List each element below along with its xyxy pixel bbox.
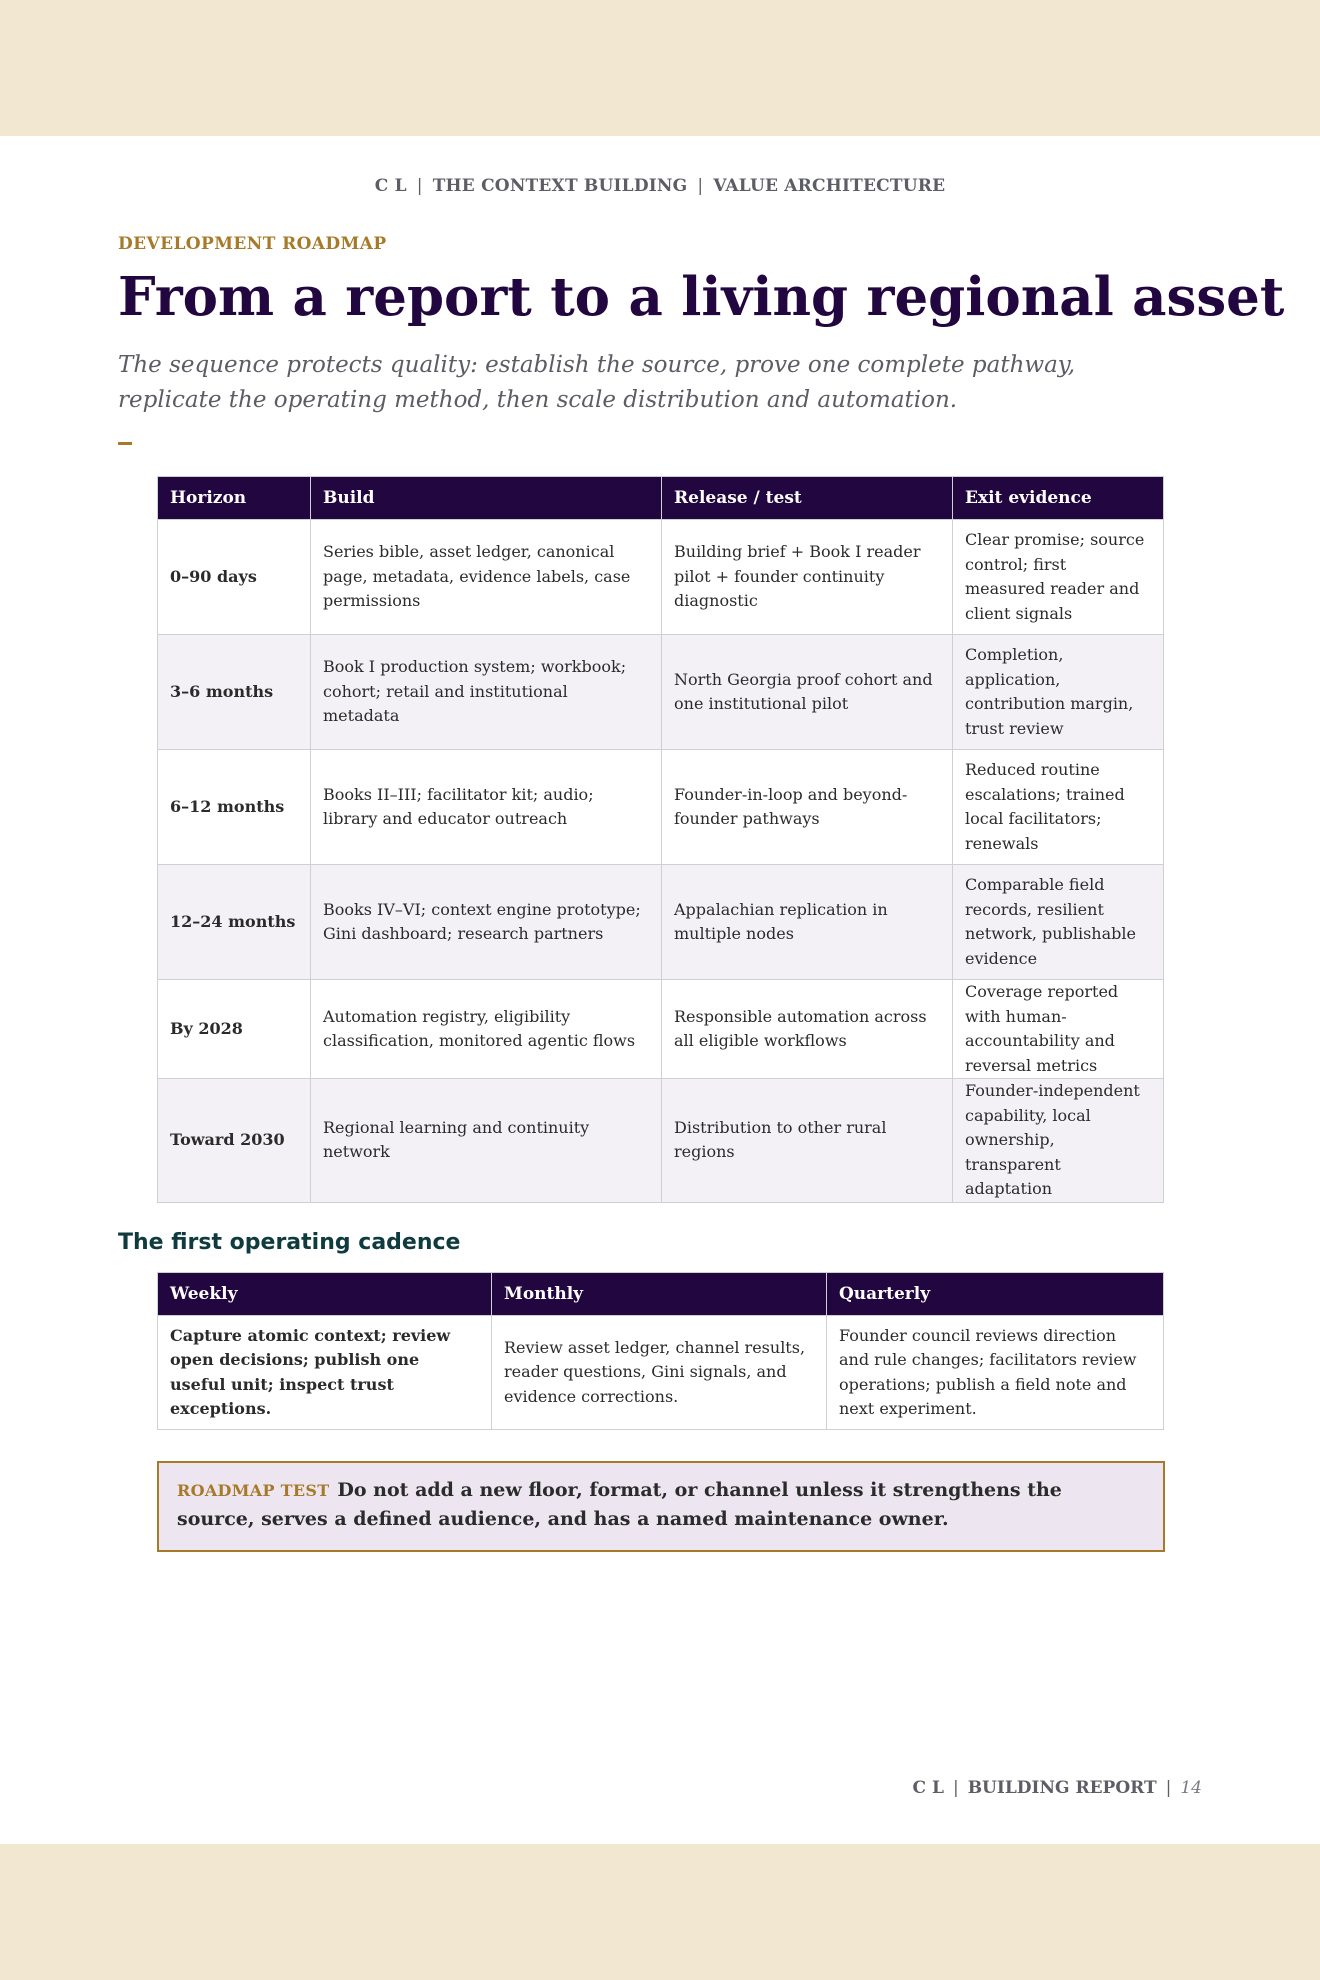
exit-cell: Completion, application, contribution margin, trust review bbox=[953, 635, 1164, 750]
section-kicker: DEVELOPMENT ROADMAP bbox=[118, 234, 387, 254]
weekly-cell: Capture atomic context; review open decisions; publish one useful unit; inspect trust exceptions. bbox=[158, 1316, 492, 1430]
exit-cell: Comparable field records, resilient network, publishable evidence bbox=[953, 865, 1164, 980]
accent-rule bbox=[118, 442, 132, 445]
exit-cell: Clear promise; source control; first measured reader and client signals bbox=[953, 520, 1164, 635]
header-separator: | bbox=[416, 176, 423, 196]
release-cell: Appalachian replication in multiple nodes bbox=[662, 865, 953, 980]
report-page bbox=[0, 136, 1320, 1844]
footer-separator: | bbox=[1165, 1778, 1172, 1798]
header-section: THE CONTEXT BUILDING bbox=[432, 176, 688, 196]
footer-separator: | bbox=[952, 1778, 959, 1798]
column-header-quarterly: Quarterly bbox=[827, 1273, 1164, 1316]
release-cell: North Georgia proof cohort and one institutional pilot bbox=[662, 635, 953, 750]
roadmap-table bbox=[157, 476, 1164, 1203]
running-header bbox=[0, 176, 1320, 196]
exit-cell: Reduced routine escalations; trained local facilitators; renewals bbox=[953, 750, 1164, 865]
table-header-row bbox=[158, 477, 1164, 520]
horizon-cell: 12–24 months bbox=[158, 865, 311, 980]
table-row bbox=[158, 520, 1164, 635]
column-header-weekly: Weekly bbox=[158, 1273, 492, 1316]
release-cell: Building brief + Book I reader pilot + founder continuity diagnostic bbox=[662, 520, 953, 635]
column-header-build: Build bbox=[311, 477, 662, 520]
callout-text: Do not add a new floor, format, or channel unless it strengthens the source, serves a defined audience, and has a named maintenance owner. bbox=[177, 1479, 1062, 1530]
table-row bbox=[158, 1079, 1164, 1203]
build-cell: Books IV–VI; context engine prototype; Gini dashboard; research partners bbox=[311, 865, 662, 980]
table-row bbox=[158, 635, 1164, 750]
page-number: 14 bbox=[1180, 1778, 1202, 1798]
exit-cell: Coverage reported with human-accountability and reversal metrics bbox=[953, 980, 1164, 1079]
quarterly-cell: Founder council reviews direction and rule changes; facilitators review operations; publish a field note and next experiment. bbox=[827, 1316, 1164, 1430]
header-separator: | bbox=[697, 176, 704, 196]
column-header-release: Release / test bbox=[662, 477, 953, 520]
header-chapter: VALUE ARCHITECTURE bbox=[713, 176, 946, 196]
cadence-heading: The first operating cadence bbox=[118, 1230, 461, 1255]
footer-brand: C L bbox=[912, 1778, 944, 1798]
exit-cell: Founder-independent capability, local ownership, transparent adaptation bbox=[953, 1079, 1164, 1203]
monthly-cell: Review asset ledger, channel results, reader questions, Gini signals, and evidence corrections. bbox=[492, 1316, 827, 1430]
release-cell: Responsible automation across all eligible workflows bbox=[662, 980, 953, 1079]
table-header-row bbox=[158, 1273, 1164, 1316]
roadmap-test-callout bbox=[157, 1461, 1165, 1552]
build-cell: Series bible, asset ledger, canonical page, metadata, evidence labels, case permissions bbox=[311, 520, 662, 635]
horizon-cell: 3–6 months bbox=[158, 635, 311, 750]
column-header-exit: Exit evidence bbox=[953, 477, 1164, 520]
build-cell: Automation registry, eligibility classification, monitored agentic flows bbox=[311, 980, 662, 1079]
column-header-horizon: Horizon bbox=[158, 477, 311, 520]
horizon-cell: Toward 2030 bbox=[158, 1079, 311, 1203]
lede-paragraph: The sequence protects quality: establish the source, prove one complete pathway, replicate the operating method, then scale distribution and automation. bbox=[118, 352, 1076, 413]
cadence-table bbox=[157, 1272, 1164, 1430]
table-row bbox=[158, 980, 1164, 1079]
column-header-monthly: Monthly bbox=[492, 1273, 827, 1316]
page-footer bbox=[913, 1778, 1202, 1798]
table-row bbox=[158, 865, 1164, 980]
horizon-cell: 6–12 months bbox=[158, 750, 311, 865]
horizon-cell: 0–90 days bbox=[158, 520, 311, 635]
footer-report: BUILDING REPORT bbox=[967, 1778, 1157, 1798]
header-brand: C L bbox=[374, 176, 407, 196]
release-cell: Distribution to other rural regions bbox=[662, 1079, 953, 1203]
table-row bbox=[158, 1316, 1164, 1430]
build-cell: Regional learning and continuity network bbox=[311, 1079, 662, 1203]
build-cell: Book I production system; workbook; cohort; retail and institutional metadata bbox=[311, 635, 662, 750]
horizon-cell: By 2028 bbox=[158, 980, 311, 1079]
page-title: From a report to a living regional asset bbox=[118, 266, 1285, 328]
callout-tag: ROADMAP TEST bbox=[177, 1481, 330, 1500]
release-cell: Founder-in-loop and beyond-founder pathways bbox=[662, 750, 953, 865]
build-cell: Books II–III; facilitator kit; audio; library and educator outreach bbox=[311, 750, 662, 865]
table-row bbox=[158, 750, 1164, 865]
